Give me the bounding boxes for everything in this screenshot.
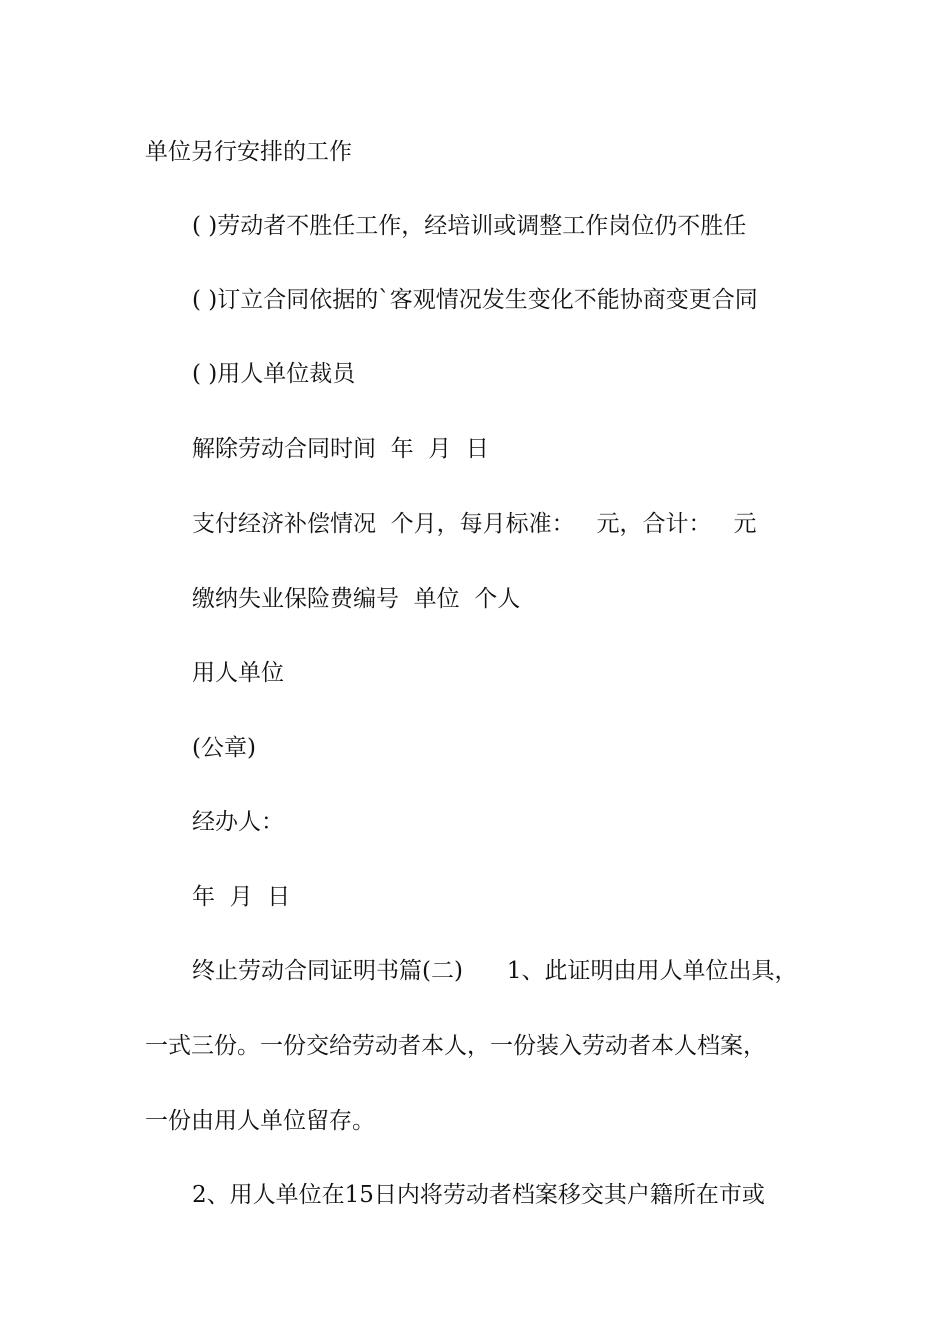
section-heading: 终止劳动合同证明书篇(二) 1、此证明由用人单位出具， <box>192 958 798 984</box>
text-line: 用人单位 <box>192 660 284 686</box>
date-line: 年 月 日 <box>192 884 291 910</box>
text-line: 解除劳动合同时间 年 月 日 <box>192 436 489 462</box>
text-line: 经办人： <box>192 809 284 835</box>
seal-placeholder: (公章) <box>192 735 256 761</box>
text-line: ( )劳动者不胜任工作，经培训或调整工作岗位仍不胜任 <box>192 213 747 239</box>
text-line: ( )用人单位裁员 <box>192 361 356 387</box>
text-line: 支付经济补偿情况 个月，每月标准： 元，合计： 元 <box>192 511 757 537</box>
text-line: 缴纳失业保险费编号 单位 个人 <box>192 586 521 612</box>
text-line: 单位另行安排的工作 <box>145 139 352 165</box>
text-line: 一份由用人单位留存。 <box>145 1108 375 1134</box>
text-line: 2、用人单位在15日内将劳动者档案移交其户籍所在市或 <box>192 1182 765 1208</box>
text-line: 一式三份。一份交给劳动者本人，一份装入劳动者本人档案， <box>145 1033 766 1059</box>
text-line: ( )订立合同依据的`客观情况发生变化不能协商变更合同 <box>192 287 758 313</box>
